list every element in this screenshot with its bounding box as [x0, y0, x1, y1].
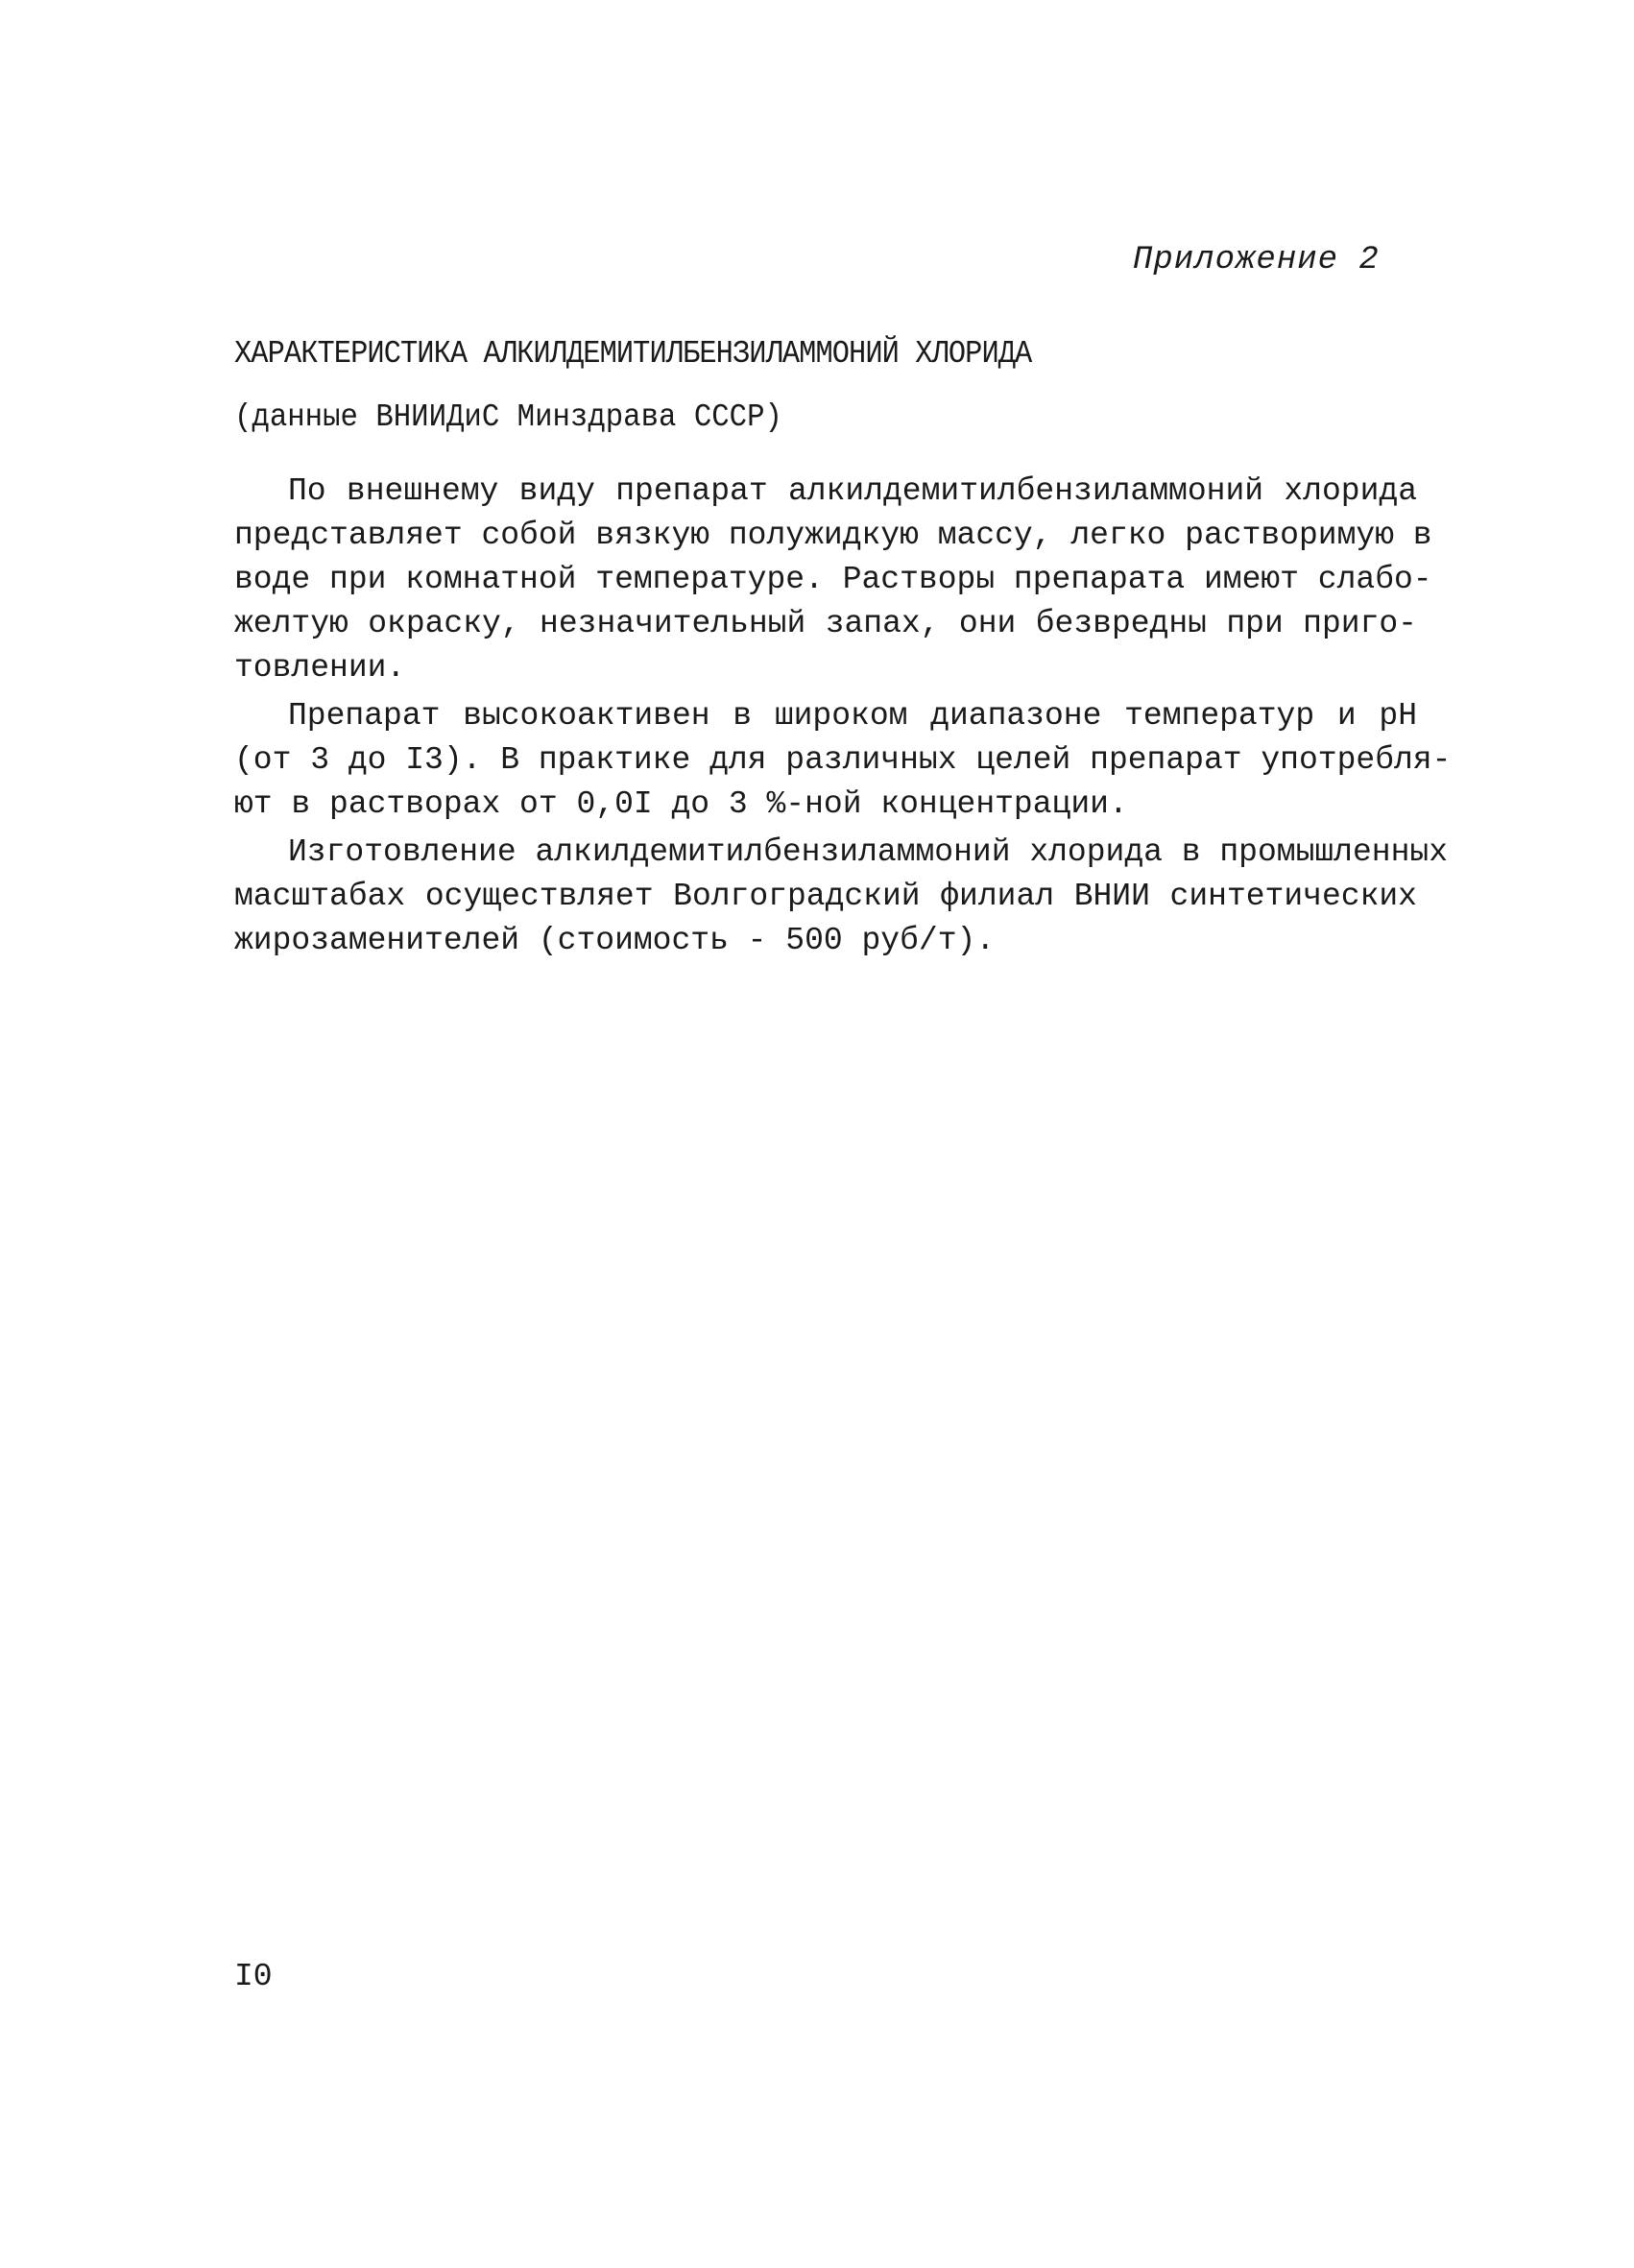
- page-number: I0: [234, 1959, 273, 1994]
- paragraph-line: желтую окраску, незначительный запах, они безвредны при приго-: [234, 606, 1417, 641]
- paragraph-line: ют в растворах от 0,0I до 3 %-ной концентрации.: [234, 786, 1128, 822]
- paragraph-line: товлении.: [234, 650, 406, 686]
- document-title: ХАРАКТЕРИСТИКА АЛКИЛДЕМИТИЛБЕНЗИЛАММОНИЙ ХЛОРИДА: [234, 336, 1032, 372]
- paragraph-line: масштабах осуществляет Волгоградский филиал ВНИИ синтетических: [234, 879, 1417, 914]
- paragraph-line: Препарат высокоактивен в широком диапазоне температур и pH: [288, 698, 1417, 734]
- document-subtitle: (данные ВНИИДиС Минздрава СССР): [234, 399, 782, 435]
- paragraph-line: представляет собой вязкую полужидкую массу, легко растворимую в: [234, 518, 1432, 553]
- paragraph-line: воде при комнатной температуре. Растворы препарата имеют слабо-: [234, 562, 1432, 597]
- paragraph-line: Изготовление алкилдемитилбензиламмоний хлорида в промышленных: [288, 834, 1448, 870]
- paragraph-line: жирозаменителей (стоимость - 500 руб/т).: [234, 923, 996, 958]
- paragraph-line: (от 3 до I3). В практике для различных целей препарат употребля-: [234, 742, 1452, 778]
- appendix-label: Приложение 2: [1133, 242, 1380, 278]
- paragraph-line: По внешнему виду препарат алкилдемитилбензиламмоний хлорида: [288, 473, 1417, 509]
